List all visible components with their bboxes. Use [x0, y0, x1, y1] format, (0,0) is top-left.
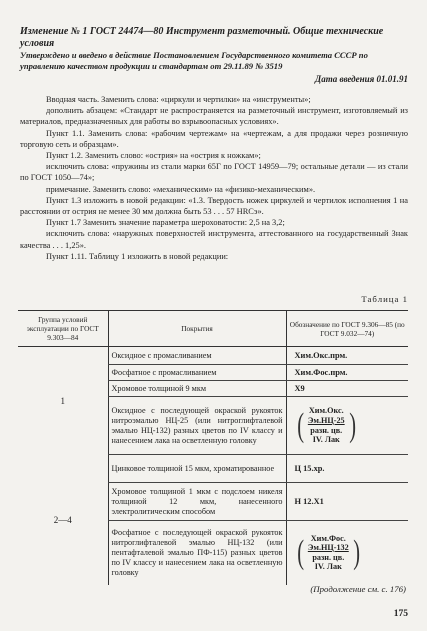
amendment-body — [20, 94, 408, 262]
paragraph: Пункт 1.7 Заменить значение параметра шероховатости: 2,5 на 3,2; — [46, 218, 285, 228]
coating-cell: Цинковое толщиной 15 мкм, хроматированное — [108, 455, 286, 483]
designation-cell: Н 12.Х1 — [286, 483, 408, 521]
table-label: Таблица 1 — [361, 294, 408, 304]
group-cell: 1 — [60, 395, 65, 406]
designation-bracket: ( Хим.Окс. Эм.НЦ-25 разн. цв. IV. Лак ) — [296, 406, 356, 445]
paragraph: Пункт 1.11. Таблицу 1 изложить в новой редакции: — [46, 251, 229, 261]
paragraph: Пункт 1.2. Заменить слово: «острия» на «острия к ножкам»; — [46, 151, 261, 161]
page-number: 175 — [393, 609, 408, 619]
designation-cell: Хим.Фос.прм. — [286, 365, 408, 381]
group-cell: 2—4 — [53, 514, 72, 525]
designation-cell: Ц 15.хр. — [286, 455, 408, 483]
table-row — [18, 455, 408, 483]
header-coating: Покрытия — [108, 311, 286, 347]
designation-cell: Х9 — [286, 381, 408, 397]
paragraph: исключить слова: «наружных поверхностей инструмента, аттестованного на государственный Знак качества . . . 1,25». — [20, 229, 408, 250]
designation-bracket: ( Хим.Фос. Эм.НЦ-132 разн. цв. IV. Лак ) — [296, 533, 360, 572]
paragraph: исключить слова: «пружины из стали марки 65Г по ГОСТ 14959—79; остальные детали — из стали по ГОСТ 1050—74»; — [20, 162, 408, 183]
designation-cell: Хим.Окс.прм. — [286, 347, 408, 365]
coating-cell: Хромовое толщиной 1 мкм с подслоем никеля толщиной 12 мкм, нанесенного электролитическим способом — [108, 483, 286, 521]
paragraph: Пункт 1.3 изложить в новой редакции: «1.3. Твердость ножек циркулей и чертилок исполнения 1 на расстоянии от острия не менее 30 мм должна быть 53 . . . 57 HRCэ». — [20, 195, 408, 217]
designation-cell — [286, 397, 408, 455]
paragraph: Пункт 1.1. Заменить слова: «рабочим чертежам» на «чертежам, а для продажи через розничную торговую сеть и образцам». — [20, 128, 408, 149]
designation-cell — [286, 521, 408, 585]
paragraph: примечание. Заменить слово: «механическим» на «физико-механическим». — [46, 184, 316, 194]
coating-cell: Оксидное с промасливанием — [108, 347, 286, 365]
coating-cell: Оксидное с последующей окраской рукояток нитроэмалью НЦ-25 (или нитроглифталевой эмалью НЦ-132) разных цветов по IV классу и нанесением лака на осветленную головку — [108, 397, 286, 455]
continuation-note: (Продолжение см. с. 176) — [310, 584, 406, 594]
paragraph: дополнить абзацем: «Стандарт не распространяется на разметочный инструмент, изготовляемый из материалов, предназначенных для работы во взрывоопасных условиях». — [20, 106, 408, 127]
paragraph: Вводная часть. Заменить слова: «циркули и чертилки» на «инструменты»; — [46, 95, 311, 104]
table-header-row — [18, 311, 408, 347]
coatings-table — [18, 310, 408, 585]
table-row — [18, 347, 408, 365]
coating-cell: Фосфатное с последующей окраской рукояток нитроглифталевой эмалью НЦ-132 (или пентафталевой эмалью ПФ-115) разных цветов по IV классу и нанесением лака на осветленную головку — [108, 521, 286, 585]
amendment-title: Изменение № 1 ГОСТ 24474—80 Инструмент разметочный. Общие технические условия — [20, 26, 384, 49]
header-designation: Обозначение по ГОСТ 9.306—85 (по ГОСТ 9.032—74) — [286, 311, 408, 347]
header-group: Группа условий эксплуатации по ГОСТ 9.303—84 — [18, 311, 108, 347]
coating-cell: Хромовое толщиной 9 мкм — [108, 381, 286, 397]
approval-note: Утверждено и введено в действие Постановлением Государственного комитета СССР по управлению качеством продукции и стандартам от 29.11.89 № 3519 — [20, 50, 368, 71]
effective-date: Дата введения 01.01.91 — [315, 74, 408, 84]
coating-cell: Фосфатное с промасливанием — [108, 365, 286, 381]
